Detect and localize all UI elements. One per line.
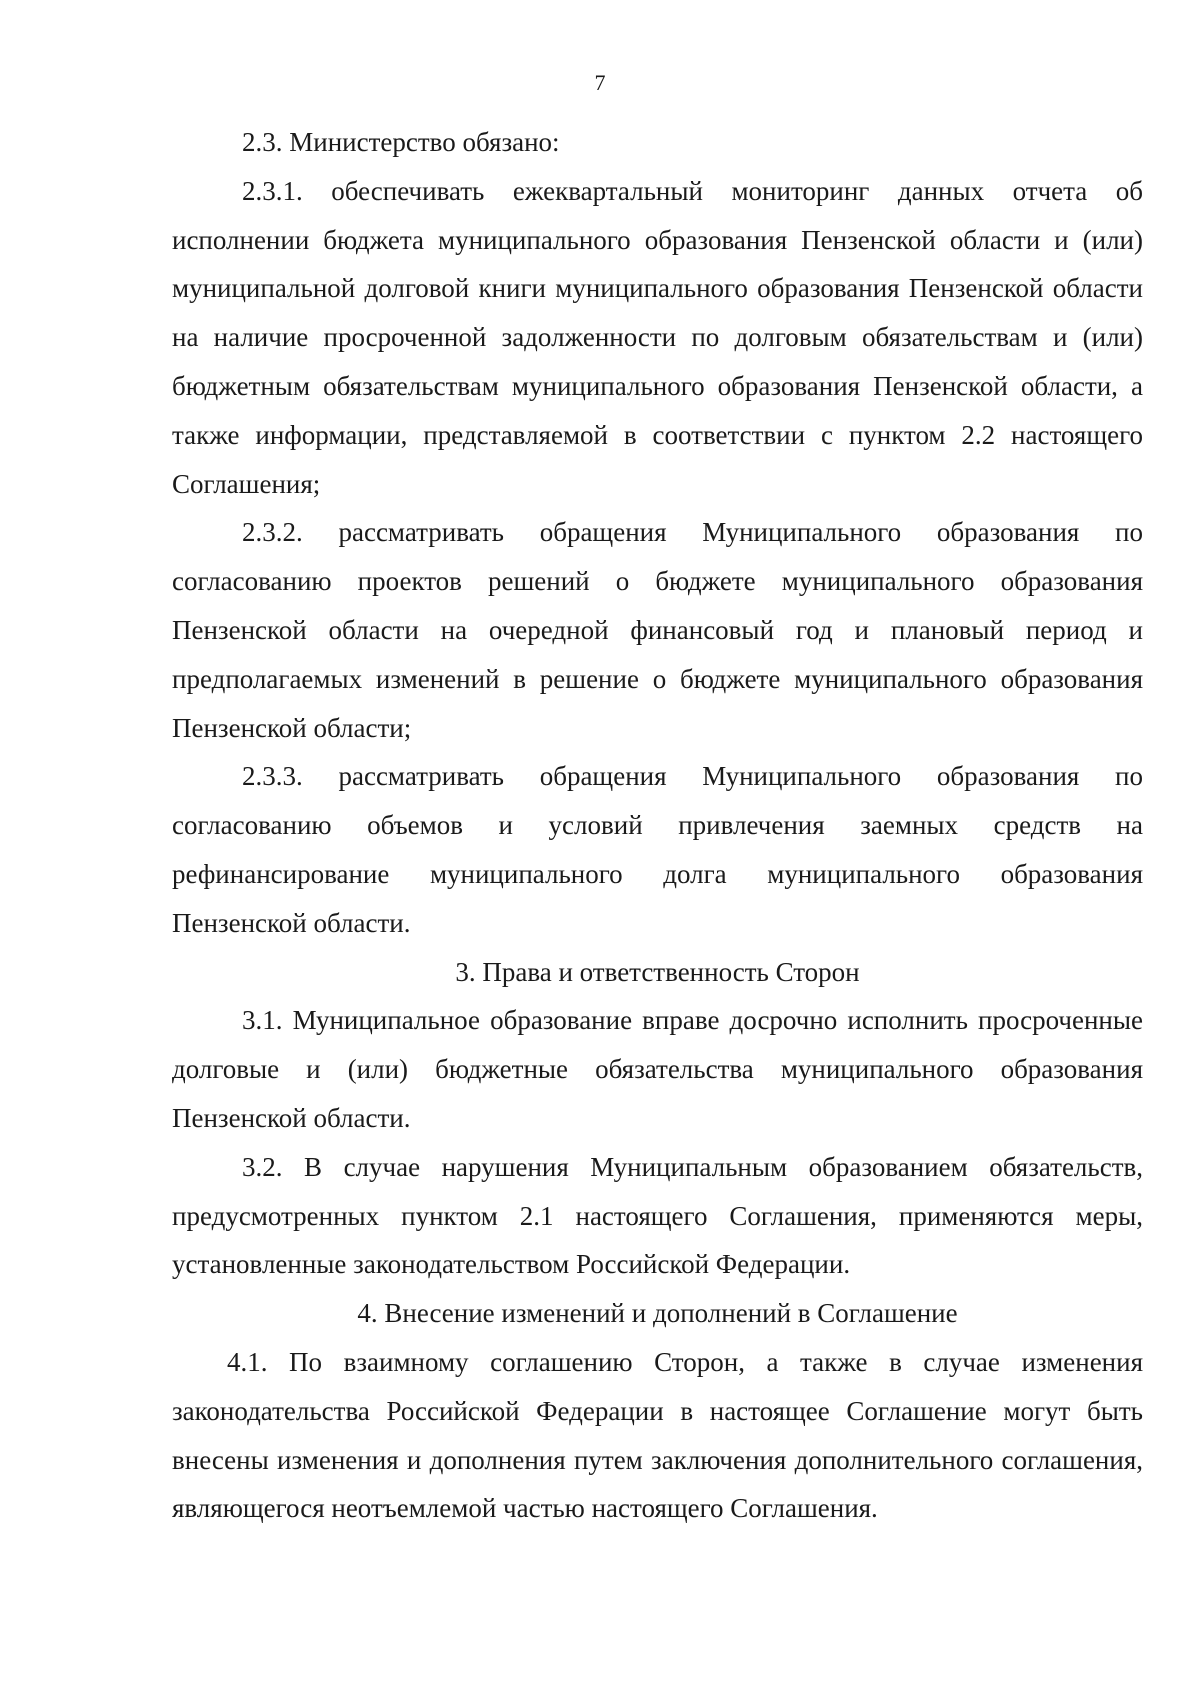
clause-2-3-2: 2.3.2. рассматривать обращения Муниципального образования по согласованию проектов решений о бюджете муниципального образования Пензенской области на очередной финансовый год и плановый период и предполагаемых изменений в решение о бюджете муниципального образования Пензенской области; bbox=[172, 517, 1143, 743]
section-3-heading: 3. Права и ответственность Сторон bbox=[455, 956, 860, 987]
clause-4-1: 4.1. По взаимному соглашению Сторон, а также в случае изменения законодательства Российской Федерации в настоящее Соглашение могут быть внесены изменения и дополнения путем заключения дополнительного соглашения, являющегося неотъемлемой частью настоящего Соглашения. bbox=[172, 1346, 1143, 1524]
page-number: 7 bbox=[594, 70, 606, 95]
clause-2-3-1: 2.3.1. обеспечивать ежеквартальный мониторинг данных отчета об исполнении бюджета муниципального образования Пензенской области и (или) муниципальной долговой книги муниципального образования Пензенской области на наличие просроченной задолженности по долговым обязательствам и (или) бюджетным обязательствам муниципального образования Пензенской области, а также информации, представляемой в соответствии с пунктом 2.2 настоящего Соглашения; bbox=[172, 175, 1143, 499]
clause-2-3: 2.3. Министерство обязано: bbox=[242, 127, 560, 157]
clause-2-3-3: 2.3.3. рассматривать обращения Муниципального образования по согласованию объемов и условий привлечения заемных средств на рефинансирование муниципального долга муниципального образования Пензенской области. bbox=[172, 761, 1143, 938]
section-4-heading: 4. Внесение изменений и дополнений в Соглашение bbox=[357, 1298, 958, 1329]
document-body bbox=[172, 118, 1143, 1533]
clause-3-2: 3.2. В случае нарушения Муниципальным образованием обязательств, предусмотренных пунктом 2.1 настоящего Соглашения, применяются меры, установленные законодательством Российской Федерации. bbox=[172, 1151, 1143, 1280]
clause-3-1: 3.1. Муниципальное образование вправе досрочно исполнить просроченные долговые и (или) бюджетные обязательства муниципального образования Пензенской области. bbox=[172, 1005, 1143, 1133]
